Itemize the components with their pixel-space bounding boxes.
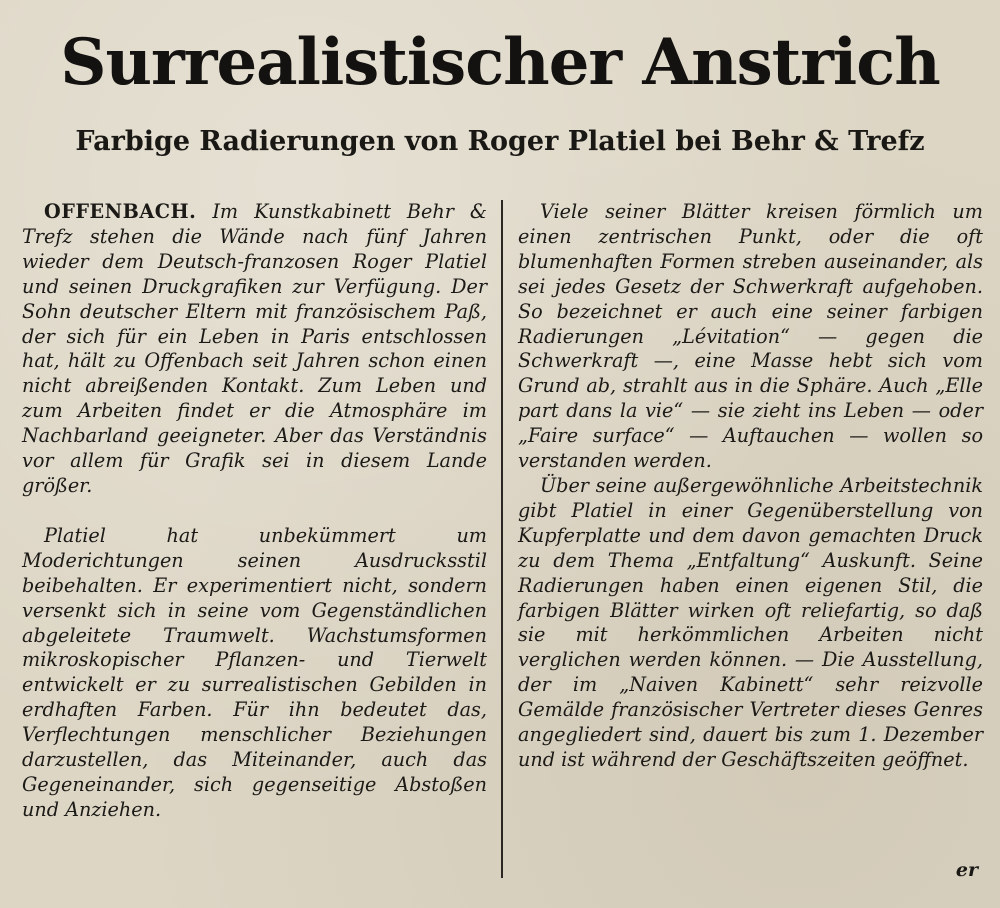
- author-signature: er: [955, 859, 978, 881]
- left-column: [22, 200, 487, 823]
- dateline: OFFENBACH.: [44, 200, 197, 223]
- column-divider: [501, 200, 503, 878]
- paragraph: Viele seiner Blätter kreisen förmlich um einen zentrischen Punkt, oder die oft blumenhaften Formen streben auseinander, als sei jedes Gesetz der Schwerkraft aufgehoben. So bezeichnet er auch eine seiner farbigen Radierungen „Lévitation“ — gegen die Schwerkraft —, eine Masse hebt sich vom Grund ab, strahlt aus in die Sphäre. Auch „Elle part dans la vie“ — sie zieht ins Leben — oder „Faire surface“ — Auftauchen — wollen so verstanden werden.: [518, 200, 983, 473]
- paragraph: [22, 200, 487, 499]
- headline: Surrealistischer Anstrich: [60, 25, 940, 100]
- paragraph-text: Im Kunstkabinett Behr & Trefz stehen die Wände nach fünf Jahren wieder dem Deutsch-franzosen Roger Platiel und seinen Druckgrafiken zur Verfügung. Der Sohn deutscher Eltern mit französischem Paß, der sich für ein Leben in Paris entschlossen hat, hält zu Offenbach seit Jahren schon einen nicht abreißenden Kontakt. Zum Leben und zum Arbeiten findet er die Atmosphäre im Nachbarland geeigneter. Aber das Verständnis vor allem für Grafik sei in diesem Lande größer.: [22, 200, 487, 497]
- right-column: [518, 200, 983, 773]
- paragraph: Platiel hat unbekümmert um Moderichtungen seinen Ausdrucksstil beibehalten. Er experimentiert nicht, sondern versenkt sich in seine vom Gegenständlichen abgeleitete Traumwelt. Wachstumsformen mikroskopischer Pflanzen- und Tierwelt entwickelt er zu surrealistischen Gebilden in erdhaften Farben. Für ihn bedeutet das, Verflechtungen menschlicher Beziehungen darzustellen, das Miteinander, auch das Gegeneinander, sich gegenseitige Abstoßen und Anziehen.: [22, 523, 487, 821]
- paragraph-gap: [22, 499, 487, 524]
- paragraph: Über seine außergewöhnliche Arbeitstechnik gibt Platiel in einer Gegenüberstellung von Kupferplatte und dem davon gemachten Druck zu dem Thema „Entfaltung“ Auskunft. Seine Radierungen haben einen eigenen Stil, die farbigen Blätter wirken oft reliefartig, so daß sie mit herkömmlichen Arbeiten nicht verglichen werden können. — Die Ausstellung, der im „Naiven Kabinett“ sehr reizvolle Gemälde französischer Vertreter dieses Genres angegliedert sind, dauert bis zum 1. Dezember und ist während der Geschäftszeiten geöffnet.: [518, 473, 983, 771]
- subheadline: Farbige Radierungen von Roger Platiel bei Behr & Trefz: [75, 126, 925, 157]
